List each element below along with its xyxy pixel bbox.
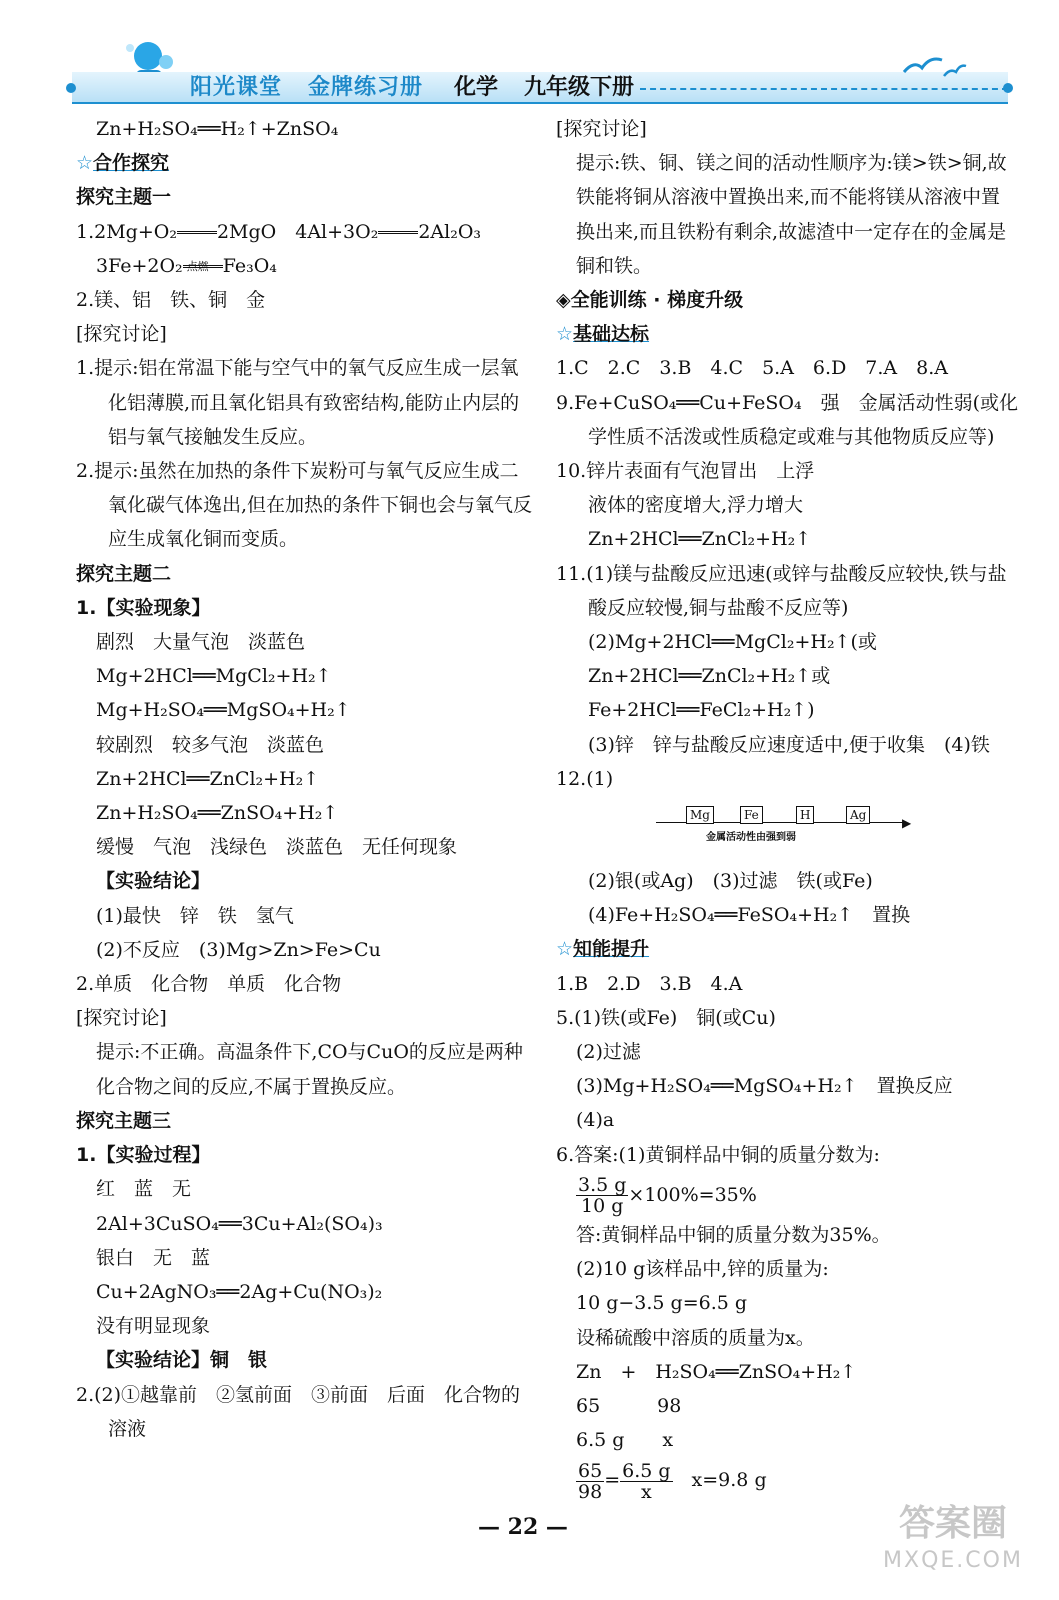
answer-line: (3)锌 锌与盐酸反应速度适中,便于收集 (4)铁 — [588, 733, 990, 756]
equation: (3)Mg+H₂SO₄══MgSO₄+H₂↑ 置换反应 — [576, 1075, 953, 1098]
answer-line: 2.镁、铝 铁、铜 金 — [76, 289, 266, 312]
answer-paragraph: 2.提示:虽然在加热的条件下炭粉可与氧气反应生成二氧化碳气体逸出,但在加热的条件下铜也会与氧气反应生成氧化铜而变质。 — [76, 460, 533, 551]
topic-heading: 探究主题二 — [76, 562, 172, 585]
grade-label: 九年级下册 — [524, 75, 635, 100]
section-heading: ☆合作探究 — [76, 152, 170, 175]
metal-box: Ag — [846, 806, 870, 824]
answer-line: 1.【实验过程】 — [76, 1144, 211, 1167]
equation: Zn+2HCl══ZnCl₂+H₂↑ — [96, 767, 320, 790]
header-dot-left — [66, 83, 76, 93]
answer-paragraph: 11.(1)镁与盐酸反应迅速(或锌与盐酸反应较快,铁与盐酸反应较慢,铜与盐酸不反应等) (2)Mg+2HCl══MgCl₂+H₂↑(或Zn+2HCl══ZnCl₂+H₂↑或Fe+2HCl══FeCl₂+H₂↑) — [556, 562, 1007, 722]
star-icon: ☆ — [556, 323, 574, 346]
answer-line: 1.C 2.C 3.B 4.C 5.A 6.D 7.A 8.A — [556, 357, 948, 380]
answer-line: (1)最快 锌 铁 氢气 — [96, 904, 294, 927]
answer-line: 较剧烈 较多气泡 淡蓝色 — [96, 733, 325, 756]
header-dashed-line — [640, 88, 1008, 90]
activity-series-diagram — [556, 796, 1018, 864]
brand-title-1: 阳光课堂 — [190, 75, 283, 100]
answer-paragraph: 提示:不正确。高温条件下,CO与CuO的反应是两种化合物之间的反应,不属于置换反应。 — [96, 1041, 523, 1098]
answer-line: (4)a — [576, 1109, 615, 1132]
answer-line: 65 98 — [576, 1394, 682, 1417]
equation: (4)Fe+H₂SO₄══FeSO₄+H₂↑ 置换 — [588, 904, 911, 927]
answer-line: 1.B 2.D 3.B 4.A — [556, 972, 743, 995]
answer-line: 1.【实验现象】 — [76, 596, 211, 619]
answer-line: 设稀硫酸中溶质的质量为x。 — [576, 1326, 815, 1349]
answer-paragraph: 2.(2)①越靠前 ②氢前面 ③前面 后面 化合物的溶液 — [76, 1383, 521, 1440]
equation: 2Al+3CuSO₄══3Cu+Al₂(SO₄)₃ — [96, 1212, 383, 1235]
answer-line: 银白 无 蓝 — [96, 1246, 211, 1269]
page-header — [0, 0, 1059, 120]
equation: Mg+H₂SO₄══MgSO₄+H₂↑ — [96, 699, 351, 722]
equation: Zn+H₂SO₄══ZnSO₄+H₂↑ — [96, 802, 339, 825]
left-column — [76, 112, 536, 1446]
answer-line: (2)银(或Ag) (3)过滤 铁(或Fe) — [588, 870, 873, 893]
equation: 1.2Mg+O₂ 2MgO 4Al+3O₂ 2Al₂O₃ — [76, 220, 482, 243]
fraction-calc: $\frac{65}{98}$ = $\frac{6.5 g}{x}$ x=9.8 g — [578, 1459, 767, 1503]
topic-heading: 探究主题三 — [76, 1109, 172, 1132]
answer-line: 红 蓝 无 — [96, 1178, 192, 1201]
watermark: 答案圈 MXQE.COM — [883, 1503, 1023, 1573]
equation: Cu+2AgNO₃══2Ag+Cu(NO₃)₂ — [96, 1280, 383, 1303]
subject-label: 化学 — [454, 75, 499, 100]
discussion-heading: [探究讨论] — [76, 1007, 167, 1030]
answer-line: 5.(1)铁(或Fe) 铜(或Cu) — [556, 1006, 776, 1029]
answer-line: 6.答案:(1)黄铜样品中铜的质量分数为: — [556, 1143, 880, 1166]
discussion-heading: [探究讨论] — [556, 118, 647, 140]
page-number: — 22 — — [478, 1514, 568, 1540]
star-icon: ☆ — [556, 938, 574, 961]
section-banner: ◈全能训练 · 梯度升级 — [556, 289, 744, 312]
answer-line: 答:黄铜样品中铜的质量分数为35%。 — [576, 1223, 891, 1246]
right-column — [556, 112, 1018, 1503]
metal-box: H — [796, 806, 814, 824]
discussion-heading: [探究讨论] — [76, 323, 167, 346]
star-icon: ☆ — [76, 152, 94, 175]
answer-line: 2.单质 化合物 单质 化合物 — [76, 973, 342, 996]
answer-line: (2)过滤 — [576, 1041, 641, 1064]
answer-line: 缓慢 气泡 浅绿色 淡蓝色 无任何现象 — [96, 836, 458, 859]
seagull-icon — [900, 50, 970, 84]
answer-line: 【实验结论】铜 银 — [96, 1349, 268, 1372]
arrow-right-icon: ▶ — [902, 816, 912, 831]
answer-line: 液体的密度增大,浮力增大 — [588, 494, 804, 517]
answer-line: 6.5 g x — [576, 1429, 674, 1452]
topic-heading: 探究主题一 — [76, 186, 172, 209]
equation: Zn + H₂SO₄══ZnSO₄+H₂↑ — [576, 1360, 857, 1383]
series-caption: 金属活动性由强到弱 — [706, 832, 796, 844]
section-heading: ☆基础达标 — [556, 323, 650, 346]
answer-line: (2)10 g该样品中,锌的质量为: — [576, 1258, 829, 1281]
answer-line: 没有明显现象 — [96, 1315, 211, 1338]
diamond-icon: ◈ — [556, 289, 571, 312]
equation: Zn+2HCl══ZnCl₂+H₂↑ — [588, 528, 812, 551]
brand-title-2: 金牌练习册 — [308, 75, 424, 100]
metal-box: Mg — [686, 806, 714, 824]
header-dot-right — [1003, 83, 1013, 93]
answer-line: 10.锌片表面有气泡冒出 上浮 — [556, 460, 815, 483]
answer-paragraph: 1.提示:铝在常温下能与空气中的氧气反应生成一层氧化铝薄膜,而且氧化铝具有致密结构,能防止内层的铝与氧气接触发生反应。 — [76, 357, 520, 448]
equation: Mg+2HCl══MgCl₂+H₂↑ — [96, 665, 332, 688]
equation: Zn+H₂SO₄══H₂↑+ZnSO₄ — [96, 118, 339, 140]
fraction-calc: $\frac{3.5 g}{10 g}$ ×100%=35% — [578, 1174, 757, 1218]
answer-line: (2)不反应 (3)Mg>Zn>Fe>Cu — [96, 938, 381, 961]
answer-line: 10 g−3.5 g=6.5 g — [576, 1292, 748, 1315]
answer-line: 剧烈 大量气泡 淡蓝色 — [96, 631, 306, 654]
equation: 3Fe+2O₂ 点燃 Fe₃O₄ — [96, 254, 277, 277]
answer-paragraph: 9.Fe+CuSO₄══Cu+FeSO₄ 强 金属活动性弱(或化学性质不活泼或性质稳定或难与其他物质反应等) — [556, 391, 1019, 448]
section-heading: ☆知能提升 — [556, 938, 650, 961]
answer-line: 12.(1) — [556, 767, 614, 790]
metal-box: Fe — [740, 806, 763, 824]
answer-paragraph: 提示:铁、铜、镁之间的活动性顺序为:镁>铁>铜,故铁能将铜从溶液中置换出来,而不能将镁从溶液中置换出来,而且铁粉有剩余,故滤渣中一定存在的金属是铜和铁。 — [576, 152, 1007, 277]
answer-line: 【实验结论】 — [96, 870, 211, 893]
